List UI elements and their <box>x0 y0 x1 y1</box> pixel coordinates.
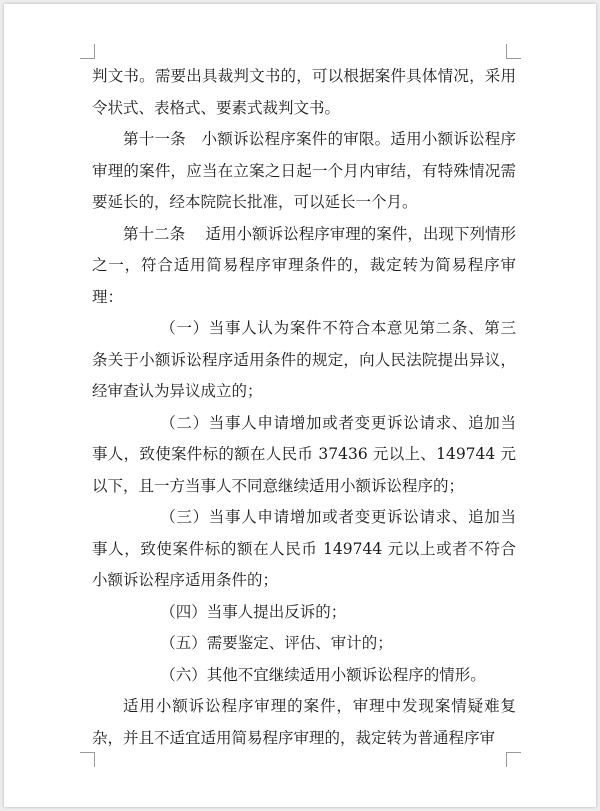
document-page <box>4 4 596 807</box>
margin-mark-bottom-right <box>506 752 521 767</box>
clause-3: （三）当事人申请增加或者变更诉讼请求、追加当事人，致使案件标的额在人民币 149744 元以上或者不符合小额诉讼程序适用条件的； <box>92 508 516 589</box>
document-body <box>92 61 516 754</box>
clause-4: （四）当事人提出反诉的； <box>160 602 347 621</box>
clause-5: （五）需要鉴定、评估、审计的； <box>160 634 393 652</box>
clause-1: （一）当事人认为案件不符合本意见第二条、第三条关于小额诉讼程序适用条件的规定，向人民法院提出异议，经审查认为异议成立的； <box>92 319 516 400</box>
paragraph-continuation: 判文书。需要出具裁判文书的，可以根据案件具体情况，采用令状式、表格式、要素式裁判文书。 <box>92 67 516 117</box>
clause-6: （六）其他不宜继续适用小额诉讼程序的情形。 <box>160 665 486 684</box>
article-12: 第十二条 适用小额诉讼程序审理的案件，出现下列情形之一，符合适用简易程序审理条件的，裁定转为简易程序审理： <box>92 224 516 306</box>
paragraph-transfer-ordinary: 适用小额诉讼程序审理的案件，审理中发现案情疑难复杂，并且不适宜适用简易程序审理的，裁定转为普通程序审 <box>92 697 516 747</box>
margin-mark-bottom-left <box>80 752 95 767</box>
article-11: 第十一条 小额诉讼程序案件的审限。适用小额诉讼程序审理的案件，应当在立案之日起一个月内审结，有特殊情况需要延长的，经本院院长批准，可以延长一个月。 <box>92 130 516 211</box>
clause-2: （二）当事人申请增加或者变更诉讼请求、追加当事人，致使案件标的额在人民币 37436 元以上、149744 元以下，且一方当事人不同意继续适用小额诉讼程序的； <box>92 413 516 495</box>
margin-mark-top-left <box>80 44 95 59</box>
margin-mark-top-right <box>506 44 521 59</box>
